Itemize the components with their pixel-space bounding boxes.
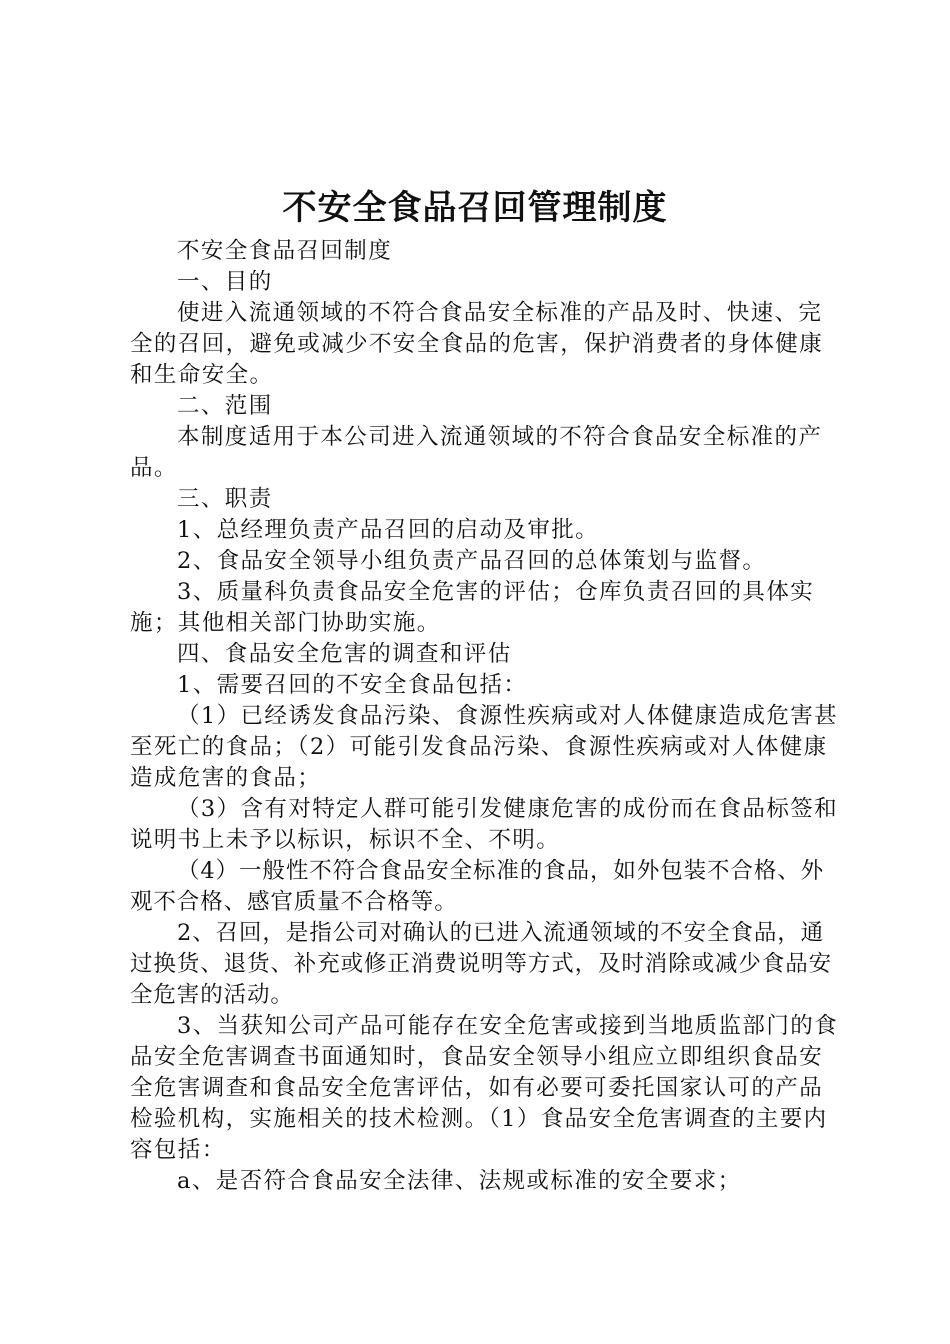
section-heading-purpose: 一、目的 (177, 269, 273, 295)
paragraph-item-1-3: （3）含有对特定人群可能引发健康危害的成份而在食品标签和说明书上未予以标识，标识不全、不明。 (130, 796, 839, 853)
paragraph-item-1-1: （1）已经诱发食品污染、食源性疾病或对人体健康造成危害甚至死亡的食品；（2）可能引发食品污染、食源性疾病或对人体健康造成危害的食品； (130, 703, 839, 791)
paragraph-duty-3: 3、质量科负责食品安全危害的评估；仓库负责召回的具体实施；其他相关部门协助实施。 (130, 579, 815, 636)
section-heading-investigation: 四、食品安全危害的调查和评估 (177, 641, 512, 667)
paragraph-purpose: 使进入流通领域的不符合食品安全标准的产品及时、快速、完全的召回，避免或减少不安全食品的危害，保护消费者的身体健康和生命安全。 (130, 300, 824, 388)
paragraph-item-1-4: （4）一般性不符合食品安全标准的食品，如外包装不合格、外观不合格、感官质量不合格等。 (130, 858, 825, 915)
paragraph-item-a: a、是否符合食品安全法律、法规或标准的安全要求； (177, 1168, 742, 1194)
paragraph-item-3: 3、当获知公司产品可能存在安全危害或接到当地质监部门的食品安全危害调查书面通知时，食品安全领导小组应立即组织食品安全危害调查和食品安全危害评估，如有必要可委托国家认可的产品检验机构，实施相关的技术检测。（1）食品安全危害调查的主要内容包括： (130, 1013, 839, 1163)
paragraph-scope: 本制度适用于本公司进入流通领域的不符合食品安全标准的产品。 (130, 424, 823, 481)
paragraph-subtitle: 不安全食品召回制度 (177, 238, 393, 264)
paragraph-duty-1: 1、总经理负责产品召回的启动及审批。 (177, 517, 600, 543)
section-heading-scope: 二、范围 (177, 393, 273, 419)
paragraph-item-2: 2、召回，是指公司对确认的已进入流通领域的不安全食品，通过换货、退货、补充或修正消费说明等方式，及时消除或减少食品安全危害的活动。 (130, 920, 833, 1008)
document-body (130, 236, 842, 1197)
paragraph-item-1: 1、需要召回的不安全食品包括： (177, 672, 528, 698)
section-heading-duties: 三、职责 (177, 486, 273, 512)
document-title: 不安全食品召回管理制度 (282, 188, 668, 228)
paragraph-duty-2: 2、食品安全领导小组负责产品召回的总体策划与监督。 (177, 548, 767, 574)
